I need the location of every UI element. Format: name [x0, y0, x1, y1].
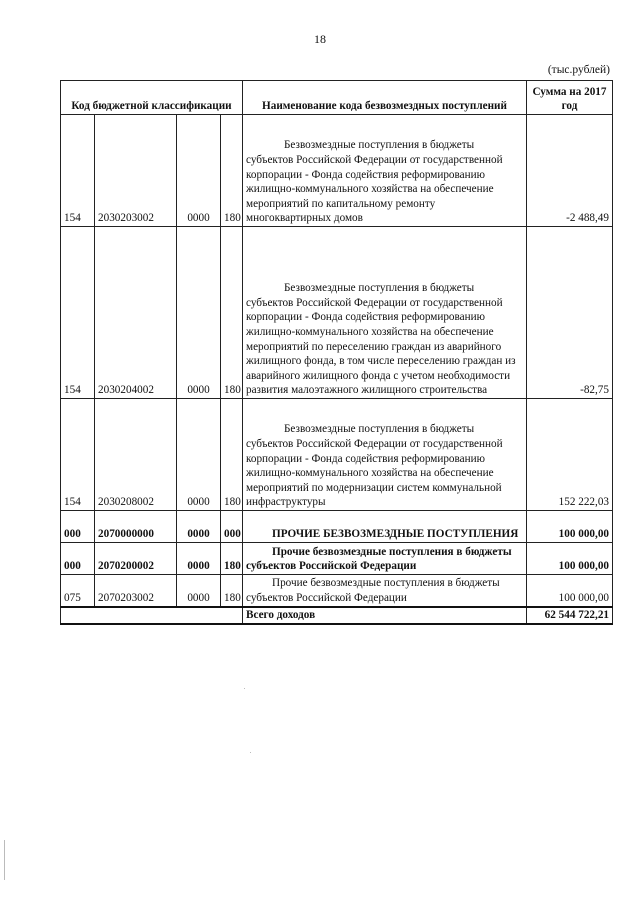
revenue-name: Безвозмездные поступления в бюджеты субъектов Российской Федерации от государственной корпорации - Фонда содействия реформированию жилищно-коммунального хозяйства на обеспечение мероприятий по переселению граждан из аварийного жилищного фонда, в том числе переселению граждан из аварийного жилищного фонда с учетом необходимости развития малоэтажного жилищного строительства [246, 282, 516, 397]
scan-speck [250, 752, 251, 753]
revenue-name: Прочие безвозмездные поступления в бюджеты субъектов Российской Федерации [246, 577, 500, 604]
total-amount: 62 544 722,21 [527, 607, 613, 624]
program-code: 0000 [177, 227, 221, 399]
scan-speck [244, 688, 245, 689]
units-label: (тыс.рублей) [547, 64, 610, 76]
kosgu-code: 000 [221, 511, 243, 543]
program-code: 0000 [177, 575, 221, 607]
program-code: 0000 [177, 511, 221, 543]
table-row [61, 399, 613, 511]
admin-code: 000 [61, 511, 95, 543]
revenue-name: ПРОЧИЕ БЕЗВОЗМЕЗДНЫЕ ПОСТУПЛЕНИЯ [272, 528, 519, 541]
kosgu-code: 180 [221, 227, 243, 399]
table-row [61, 543, 613, 575]
admin-code: 000 [61, 543, 95, 575]
program-code: 0000 [177, 115, 221, 227]
table-row [61, 511, 613, 543]
admin-code: 154 [61, 115, 95, 227]
revenue-name: Безвозмездные поступления в бюджеты субъектов Российской Федерации от государственной корпорации - Фонда содействия реформированию жилищно-коммунального хозяйства на обеспечение мероприятий по модернизации систем коммунальной инфраструктуры [246, 423, 503, 509]
table-row [61, 115, 613, 227]
header-name: Наименование кода безвозмездных поступлений [243, 81, 527, 115]
revenue-table [60, 80, 613, 625]
total-code-cell [61, 607, 243, 624]
kosgu-code: 180 [221, 543, 243, 575]
kosgu-code: 180 [221, 399, 243, 511]
table-row [61, 227, 613, 399]
page-number: 18 [314, 32, 326, 46]
admin-code: 154 [61, 227, 95, 399]
header-amount: Сумма на 2017 год [527, 81, 613, 115]
table-header-row [61, 81, 613, 115]
revenue-amount: -2 488,49 [527, 115, 613, 227]
revenue-name: Прочие безвозмездные поступления в бюджеты субъектов Российской Федерации [246, 545, 512, 573]
revenue-amount: 100 000,00 [527, 511, 613, 543]
total-row [61, 607, 613, 624]
revenue-amount: 152 222,03 [527, 399, 613, 511]
admin-code: 154 [61, 399, 95, 511]
kosgu-code: 180 [221, 575, 243, 607]
revenue-amount: 100 000,00 [527, 575, 613, 607]
program-code: 0000 [177, 399, 221, 511]
revenue-amount: 100 000,00 [527, 543, 613, 575]
table-row [61, 575, 613, 607]
budget-code: 2030208002 [95, 399, 177, 511]
budget-code: 2070000000 [95, 511, 177, 543]
revenue-amount: -82,75 [527, 227, 613, 399]
kosgu-code: 180 [221, 115, 243, 227]
admin-code: 075 [61, 575, 95, 607]
total-label: Всего доходов [243, 607, 527, 624]
header-code: Код бюджетной классификации [61, 81, 243, 115]
budget-code: 2070200002 [95, 543, 177, 575]
budget-code: 2030204002 [95, 227, 177, 399]
budget-code: 2070203002 [95, 575, 177, 607]
revenue-name: Безвозмездные поступления в бюджеты субъектов Российской Федерации от государственной корпорации - Фонда содействия реформированию жилищно-коммунального хозяйства на обеспечение мероприятий по капитальному ремонту многоквартирных домов [246, 139, 503, 225]
budget-code: 2030203002 [95, 115, 177, 227]
scan-edge-mark [4, 840, 5, 880]
program-code: 0000 [177, 543, 221, 575]
